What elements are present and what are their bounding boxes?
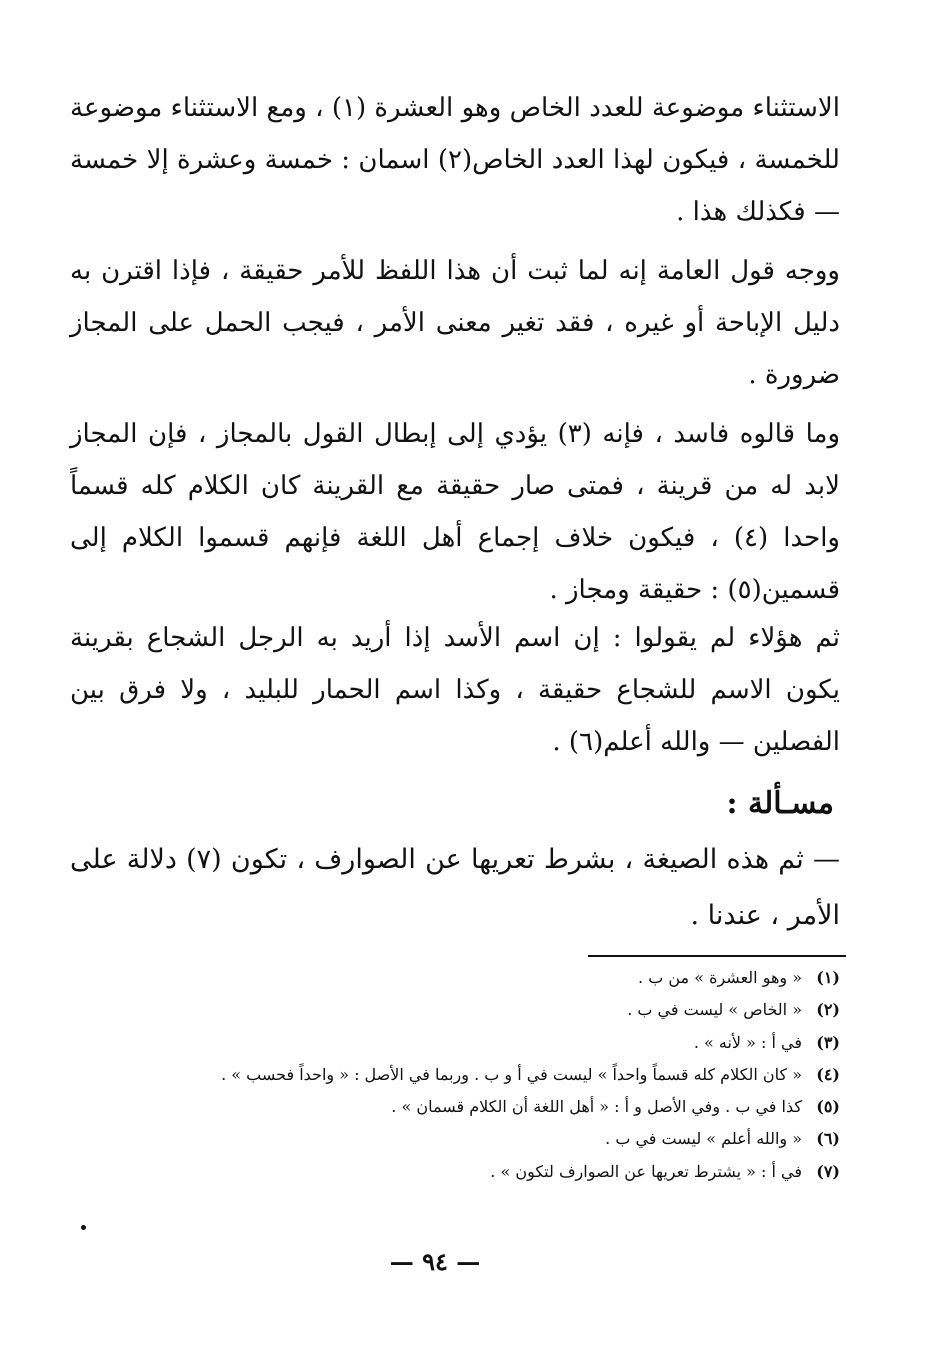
footnote-number: (٧) bbox=[816, 1161, 840, 1181]
ink-dot bbox=[81, 1225, 86, 1230]
footnote-item bbox=[140, 1156, 840, 1188]
footnote-divider bbox=[588, 955, 846, 957]
footnotes-list bbox=[140, 962, 840, 1188]
paragraph-2: ووجه قول العامة إنه لما ثبت أن هذا اللفظ للأمر حقيقة ، فإذا اقترن به دليل الإباحة أو غيره ، فقد تغير معنى الأمر ، فيجب الحمل على المجاز ضرورة . bbox=[70, 256, 840, 390]
page-number: — ٩٤ — bbox=[389, 1247, 481, 1276]
footnote-number: (٦) bbox=[816, 1129, 840, 1149]
paragraph-4: ثم هؤلاء لم يقولوا : إن اسم الأسد إذا أريد به الرجل الشجاع بقرينة يكون الاسم للشجاع حقيقة ، وكذا اسم الحمار للبليد ، ولا فرق بين الفصلين — والله أعلم(٦) . bbox=[70, 623, 840, 757]
footnote-text: في أ : « يشترط تعريها عن الصوارف لتكون » . bbox=[490, 1161, 802, 1181]
footnote-item bbox=[140, 962, 840, 994]
footnote-number: (٣) bbox=[816, 1032, 840, 1052]
footnote-number: (٢) bbox=[816, 1000, 840, 1020]
footnote-item bbox=[140, 994, 840, 1026]
footnote-item bbox=[140, 1123, 840, 1155]
paragraph-1: الاستثناء موضوعة للعدد الخاص وهو العشرة (١) ، ومع الاستثناء موضوعة للخمسة ، فيكون لهذا العدد الخاص(٢) اسمان : خمسة وعشرة إلا خمسة — فكذلك هذا . bbox=[70, 93, 840, 227]
footnote-item bbox=[140, 1059, 840, 1091]
section-heading: مسـألة : bbox=[726, 786, 834, 821]
footnote-text: « الخاص » ليست في ب . bbox=[627, 1000, 802, 1020]
paragraph-3: وما قالوه فاسد ، فإنه (٣) يؤدي إلى إبطال القول بالمجاز ، فإن المجاز لابد له من قرينة ، فمتى صار حقيقة مع القرينة كان الكلام كله قسماً واحدا (٤) ، فيكون خلاف إجماع أهل اللغة فإنهم قسموا الكلام إلى قسمين(٥) : حقيقة ومجاز . bbox=[70, 419, 840, 605]
footnote-item bbox=[140, 1027, 840, 1059]
footnote-text: كذا في ب . وفي الأصل و أ : « أهل اللغة أن الكلام قسمان » . bbox=[391, 1097, 802, 1117]
footnote-text: في أ : « لأنه » . bbox=[693, 1032, 802, 1052]
footnote-text: « وهو العشرة » من ب . bbox=[638, 968, 802, 987]
footnote-item bbox=[140, 1091, 840, 1123]
footnote-number: (١) bbox=[816, 968, 840, 987]
footnote-number: (٥) bbox=[816, 1097, 840, 1117]
footnote-text: « كان الكلام كله قسماً واحداً » ليست في أ و ب . وربما في الأصل : « واحداً فحسب » . bbox=[221, 1064, 802, 1084]
section-paragraph: — ثم هذه الصيغة ، بشرط تعريها عن الصوارف ، تكون (٧) دلالة على الأمر ، عندنا . bbox=[70, 844, 840, 931]
footnote-number: (٤) bbox=[816, 1064, 840, 1084]
footnote-text: « والله أعلم » ليست في ب . bbox=[605, 1129, 802, 1149]
